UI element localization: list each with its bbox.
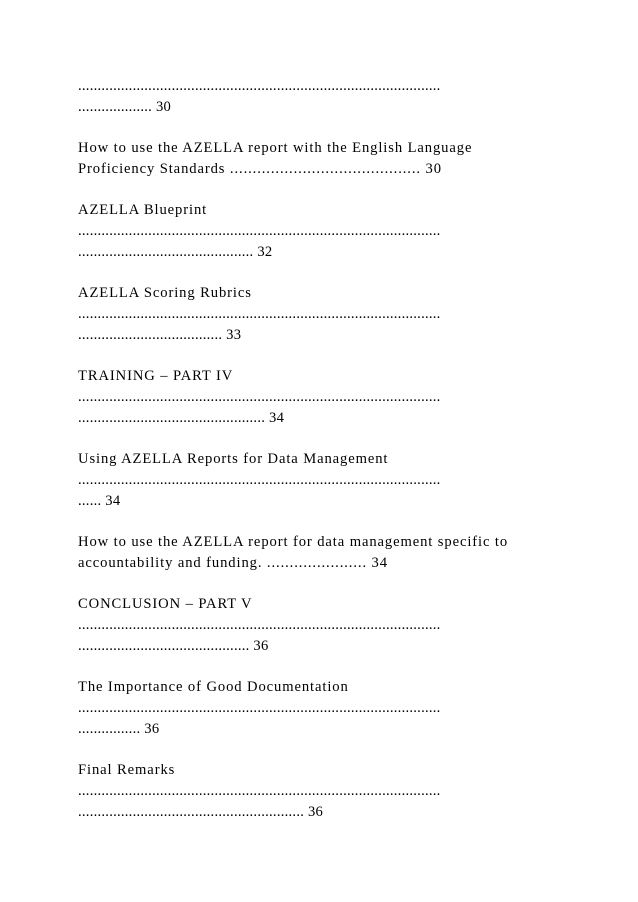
toc-page-number-line: ..................................... 33 <box>78 327 242 343</box>
toc-entry-continued <box>78 76 563 118</box>
toc-entry-accountability-funding <box>78 532 563 574</box>
toc-page-number-line: .......................................................... 36 <box>78 804 324 820</box>
toc-entry-training-part-iv <box>78 366 563 429</box>
toc-dot-leader: ............................................................................................. <box>78 78 441 94</box>
toc-dot-leader: ............................................................................................. <box>78 306 441 322</box>
toc-entry-title: AZELLA Scoring Rubrics <box>78 285 252 301</box>
toc-entry-azella-blueprint <box>78 200 563 263</box>
toc-entry-data-management <box>78 449 563 512</box>
toc-entry-azella-scoring-rubrics <box>78 283 563 346</box>
toc-dot-leader: ............................................................................................. <box>78 223 441 239</box>
toc-entry-english-language-standards <box>78 138 563 180</box>
table-of-contents <box>78 76 563 843</box>
toc-page-number-line: ............................................. 32 <box>78 244 273 260</box>
toc-dot-leader: ............................................................................................. <box>78 700 441 716</box>
toc-entry-title: TRAINING – PART IV <box>78 368 234 384</box>
toc-entry-title-continued: Proficiency Standards .......................................... 30 <box>78 161 442 177</box>
toc-entry-title: AZELLA Blueprint <box>78 202 208 218</box>
toc-page-number-line: ...... 34 <box>78 493 121 509</box>
toc-page-number-line: ................ 36 <box>78 721 160 737</box>
toc-entry-title: The Importance of Good Documentation <box>78 679 349 695</box>
toc-entry-final-remarks <box>78 760 563 823</box>
toc-entry-conclusion-part-v <box>78 594 563 657</box>
toc-entry-title: CONCLUSION – PART V <box>78 596 253 612</box>
toc-dot-leader: ............................................................................................. <box>78 783 441 799</box>
toc-entry-good-documentation <box>78 677 563 740</box>
toc-dot-leader: ............................................................................................. <box>78 617 441 633</box>
toc-dot-leader: ............................................................................................. <box>78 389 441 405</box>
toc-page-number-line: ............................................ 36 <box>78 638 269 654</box>
toc-entry-title-continued: accountability and funding. ...................... 34 <box>78 555 388 571</box>
toc-dot-leader: ............................................................................................. <box>78 472 441 488</box>
toc-entry-title: Using AZELLA Reports for Data Management <box>78 451 389 467</box>
toc-entry-title: How to use the AZELLA report with the English Language <box>78 140 473 156</box>
toc-page-number-line: ................................................ 34 <box>78 410 285 426</box>
toc-entry-title: Final Remarks <box>78 762 176 778</box>
toc-page-number-line: ................... 30 <box>78 99 172 115</box>
toc-entry-title: How to use the AZELLA report for data management specific to <box>78 534 509 550</box>
